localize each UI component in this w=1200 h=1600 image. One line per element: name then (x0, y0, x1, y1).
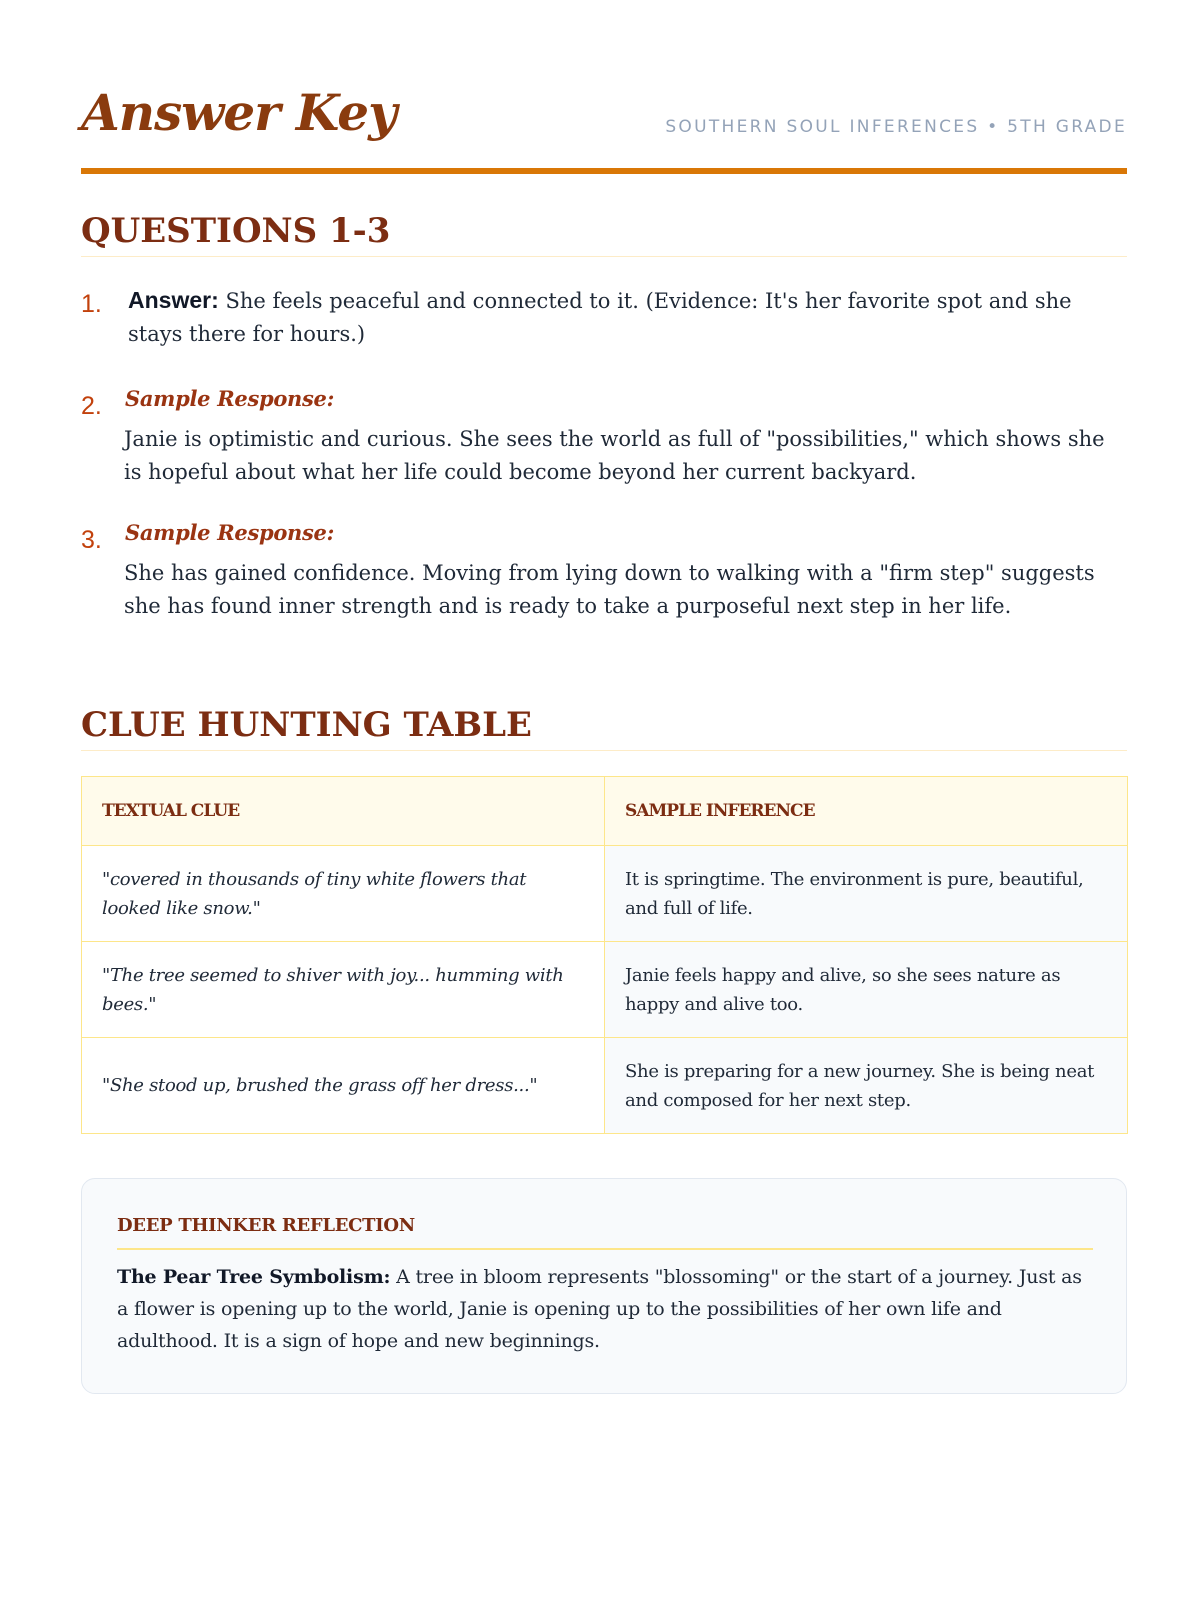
header-divider (81, 168, 1127, 174)
reflection-lead: The Pear Tree Symbolism: (117, 1266, 391, 1288)
table-row (82, 846, 1128, 942)
page-subtitle: SOUTHERN SOUL INFERENCES • 5TH GRADE (665, 117, 1127, 137)
answer-key-page (81, 0, 1127, 1352)
reflection-title: DEEP THINKER REFLECTION (117, 1215, 1093, 1250)
column-header-sample-inference: SAMPLE INFERENCE (605, 777, 1128, 846)
question-number: 3. (81, 526, 102, 554)
textual-clue-cell: "She stood up, brushed the grass off her dress..." (82, 1038, 605, 1134)
table-row (82, 942, 1128, 1038)
sample-inference-cell: She is preparing for a new journey. She is being neat and composed for her next step. (605, 1038, 1128, 1134)
answer-text: She feels peaceful and connected to it. (Evidence: It's her favorite spot and she stays there for hours.) (128, 289, 1072, 346)
question-number: 1. (81, 290, 102, 318)
table-row (82, 1038, 1128, 1134)
sample-inference-cell: It is springtime. The environment is pure, beautiful, and full of life. (605, 846, 1128, 942)
sample-response-text: Janie is optimistic and curious. She sees the world as full of "possibilities," which shows she is hopeful about what her life could become beyond her current backyard. (124, 427, 1105, 484)
page-header (81, 0, 1127, 175)
answer-label: Answer: (128, 287, 219, 313)
question-number: 2. (81, 392, 102, 420)
sample-response-text: She has gained confidence. Moving from lying down to walking with a "firm step" suggests she has found inner strength and is ready to take a purposeful next step in her life. (124, 561, 1095, 618)
reflection-body (117, 1261, 1093, 1357)
textual-clue-cell: "The tree seemed to shiver with joy... humming with bees." (82, 942, 605, 1038)
column-header-textual-clue: TEXTUAL CLUE (82, 777, 605, 846)
table-header-row (82, 777, 1128, 846)
sample-inference-cell: Janie feels happy and alive, so she sees nature as happy and alive too. (605, 942, 1128, 1038)
sample-response-label: Sample Response: (125, 520, 335, 545)
deep-thinker-reflection-box (81, 1178, 1127, 1394)
page-title: Answer Key (81, 83, 397, 142)
clue-table-heading: CLUE HUNTING TABLE (81, 700, 1127, 751)
reflection-text: A tree in bloom represents "blossoming" or the start of a journey. Just as a flower is opening up to the world, Janie is opening up to the possibilities of her own life and adulthood. It is a sign of hope and new beginnings. (117, 1266, 1082, 1352)
question-answer (128, 284, 1128, 351)
clue-hunting-table (81, 776, 1128, 1134)
textual-clue-cell: "covered in thousands of tiny white flowers that looked like snow." (82, 846, 605, 942)
sample-response-label: Sample Response: (125, 386, 335, 411)
questions-heading: QUESTIONS 1-3 (81, 206, 1127, 257)
